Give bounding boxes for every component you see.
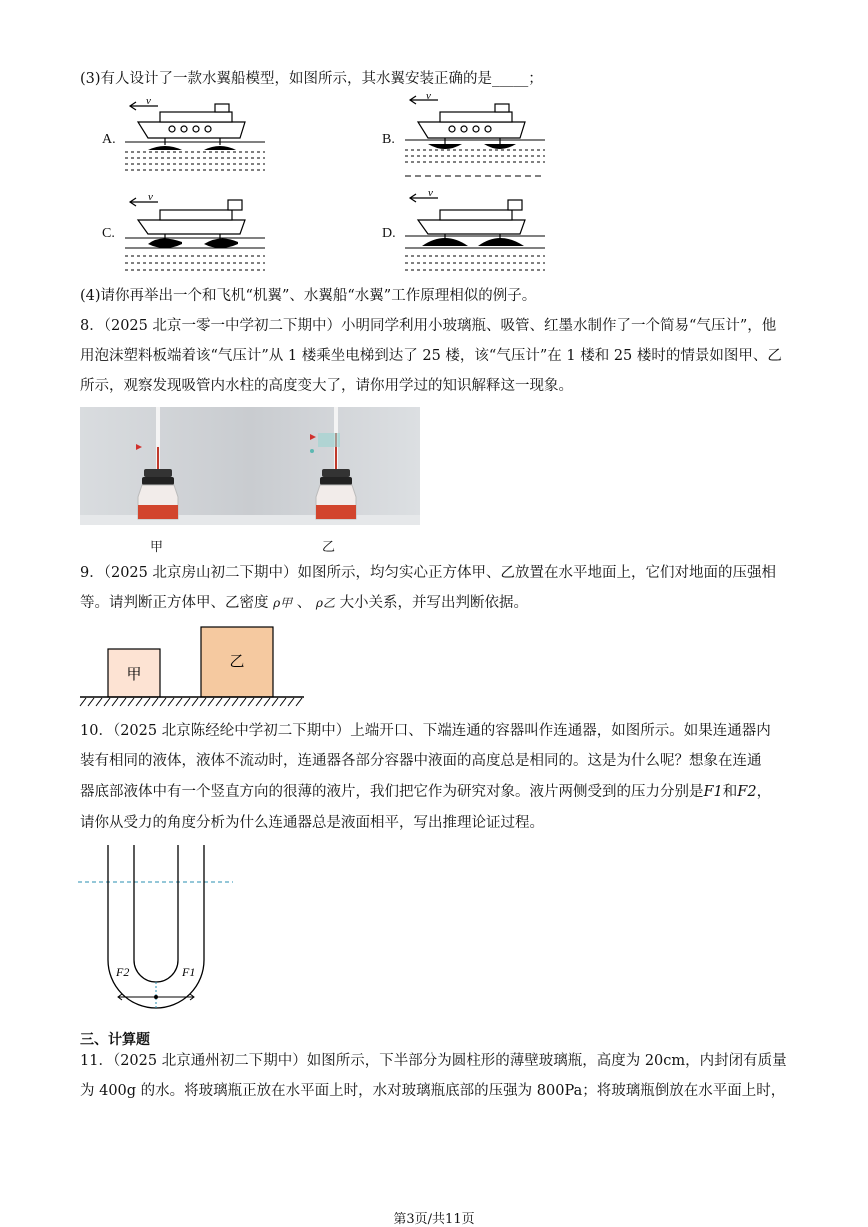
q10-and: 和 <box>722 784 738 800</box>
question-11-line-1: 11．（2025 北京通州初二下期中）如图所示，下半部分为圆柱形的薄壁玻璃瓶，高度为 20cm，内封闭有质量 <box>80 1053 787 1069</box>
question-10-line-4: 请你从受力的角度分析为什么连通器总是液面相平，写出推理论证过程。 <box>80 815 544 831</box>
question-11-line-2: 为 400g 的水。将玻璃瓶正放在水平面上时，水对玻璃瓶底部的压强为 800Pa；将玻璃瓶倒放在水平面上时， <box>80 1083 786 1099</box>
option-a-v: v <box>146 95 151 107</box>
option-b-v: v <box>426 92 431 102</box>
q9-text-a: 等。请判断正方体甲、乙密度 <box>80 595 269 611</box>
option-d-boat-figure <box>400 186 550 276</box>
cube-jia-label: 甲 <box>126 665 142 683</box>
option-c-boat-figure <box>120 186 270 276</box>
q10-f1: F1 <box>703 784 723 800</box>
option-a-label: A. <box>102 132 116 147</box>
rho-jia: ρ甲 <box>273 596 293 610</box>
question-8-line-1: 8．（2025 北京一零一中学初二下期中）小明同学利用小玻璃瓶、吸管、红墨水制作了一个简易“气压计”，他 <box>80 318 777 334</box>
option-b-label: B. <box>382 132 395 147</box>
cubes-figure <box>78 622 306 710</box>
q9-sep: 、 <box>296 595 312 611</box>
q10-comma: ， <box>756 784 772 800</box>
cube-yi-label: 乙 <box>229 652 245 670</box>
question-8-line-2: 用泡沫塑料板端着该“气压计”从 1 楼乘坐电梯到达了 25 楼，该“气压计”在 1 楼和 25 楼时的情景如图甲、乙 <box>80 348 782 364</box>
q10-line3-text: 器底部液体中有一个竖直方向的很薄的液片，我们把它作为研究对象。液片两侧受到的压力分别是 <box>80 784 704 800</box>
question-3-text: (3)有人设计了一款水翼船模型，如图所示，其水翼安装正确的是_____； <box>80 71 543 87</box>
question-10-line-1: 10．（2025 北京陈经纶中学初二下期中）上端开口、下端连通的容器叫作连通器，如图所示。如果连通器内 <box>80 723 771 739</box>
option-c-label: C. <box>102 226 115 241</box>
u-tube-f1-label: F1 <box>182 965 196 979</box>
option-a-boat-figure <box>120 92 270 177</box>
u-tube-figure <box>78 840 238 1015</box>
option-b-boat-figure <box>400 92 550 182</box>
q10-f2: F2 <box>737 784 757 800</box>
question-8-line-3: 所示，观察发现吸管内水柱的高度变大了，请你用学过的知识解释这一现象。 <box>80 378 573 394</box>
question-4-text: (4)请你再举出一个和飞机“机翼”、水翼船“水翼”工作原理相似的例子。 <box>80 288 537 304</box>
page-footer: 第3页/共11页 <box>393 1212 475 1227</box>
question-10-line-3 <box>80 782 792 802</box>
q9-text-b: 大小关系，并写出判断依据。 <box>339 595 529 611</box>
section-3-title: 三、计算题 <box>80 1032 150 1048</box>
option-d-label: D. <box>382 226 396 241</box>
photo-caption-jia: 甲 <box>150 540 164 555</box>
rho-yi: ρ乙 <box>315 596 335 610</box>
question-9-line-2 <box>80 593 792 613</box>
question-10-line-2: 装有相同的液体，液体不流动时，连通器各部分容器中液面的高度总是相同的。这是为什么呢？想象在连通 <box>80 753 762 769</box>
photo-caption-yi: 乙 <box>322 540 336 555</box>
option-c-v: v <box>148 191 153 203</box>
barometer-photo <box>80 407 420 525</box>
question-9-line-1: 9．（2025 北京房山初二下期中）如图所示，均匀实心正方体甲、乙放置在水平地面上，它们对地面的压强相 <box>80 565 776 581</box>
u-tube-f2-label: F2 <box>116 965 130 979</box>
option-d-v: v <box>428 187 433 199</box>
